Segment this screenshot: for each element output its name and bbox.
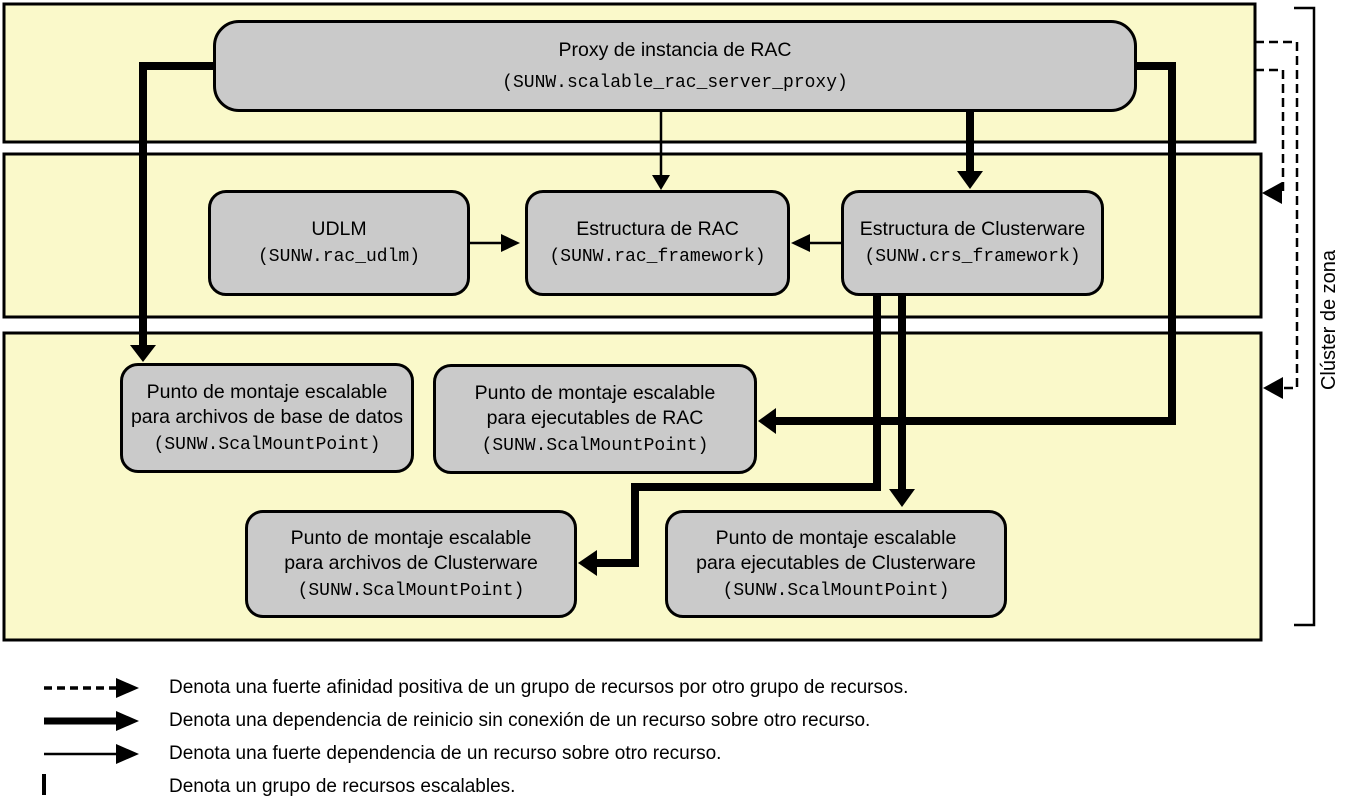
dashed-arrow-icon [42, 677, 147, 699]
dashed-affinity-to-middle-band-arrowhead [1262, 182, 1282, 204]
node-title: UDLM [311, 218, 367, 240]
node-title: Punto de montaje escalable [290, 526, 532, 549]
node-resource-type: (SUNW.rac_udlm) [257, 247, 421, 267]
node-scal-mount-crs-executables [665, 510, 1007, 618]
node-rac-framework [525, 190, 790, 296]
legend-row-scalable-group [42, 776, 908, 798]
node-crs-framework [841, 190, 1104, 296]
node-title: Proxy de instancia de RAC [558, 38, 792, 61]
dashed-affinity-to-bottom-band-arrowhead [1263, 377, 1283, 399]
zone-cluster-label: Clúster de zona [1318, 249, 1340, 391]
thin-arrow-icon [42, 743, 147, 765]
legend-text: Denota un grupo de recursos escalables. [169, 776, 516, 797]
node-scal-mount-db-files [120, 363, 414, 473]
node-title-line2: para archivos de Clusterware [284, 551, 538, 574]
node-title-line2: para archivos de base de datos [130, 405, 404, 428]
legend-row-strong-dependency [42, 743, 908, 765]
node-title: Punto de montaje escalable [474, 381, 716, 404]
node-title: Punto de montaje escalable [715, 526, 957, 549]
node-title-line2: para ejecutables de Clusterware [696, 551, 976, 574]
node-rac-instance-proxy [213, 20, 1137, 112]
legend [42, 677, 908, 798]
node-title-line2: para ejecutables de RAC [486, 406, 704, 429]
node-scal-mount-crs-files [245, 510, 577, 618]
node-title: Estructura de Clusterware [859, 218, 1086, 240]
node-scal-mount-rac-executables [433, 364, 757, 474]
node-resource-type: (SUNW.ScalMountPoint) [297, 580, 525, 601]
legend-text: Denota una fuerte dependencia de un recurso sobre otro recurso. [169, 743, 722, 764]
group-swatch-icon [42, 776, 147, 798]
node-resource-type: (SUNW.rac_framework) [549, 247, 766, 267]
node-udlm [208, 190, 470, 296]
node-resource-type: (SUNW.ScalMountPoint) [153, 434, 381, 455]
legend-row-offline-restart [42, 710, 908, 732]
thick-arrow-icon [42, 710, 147, 732]
node-resource-type: (SUNW.ScalMountPoint) [481, 435, 709, 456]
node-title: Estructura de RAC [576, 218, 739, 240]
node-resource-type: (SUNW.crs_framework) [864, 247, 1081, 267]
legend-row-affinity [42, 677, 908, 699]
node-resource-type: (SUNW.ScalMountPoint) [722, 580, 950, 601]
node-resource-type: (SUNW.scalable_rac_server_proxy) [502, 72, 848, 93]
node-title: Punto de montaje escalable [146, 380, 388, 403]
legend-text: Denota una fuerte afinidad positiva de un grupo de recursos por otro grupo de recursos. [169, 677, 909, 698]
legend-text: Denota una dependencia de reinicio sin conexión de un recurso sobre otro recurso. [169, 710, 871, 731]
